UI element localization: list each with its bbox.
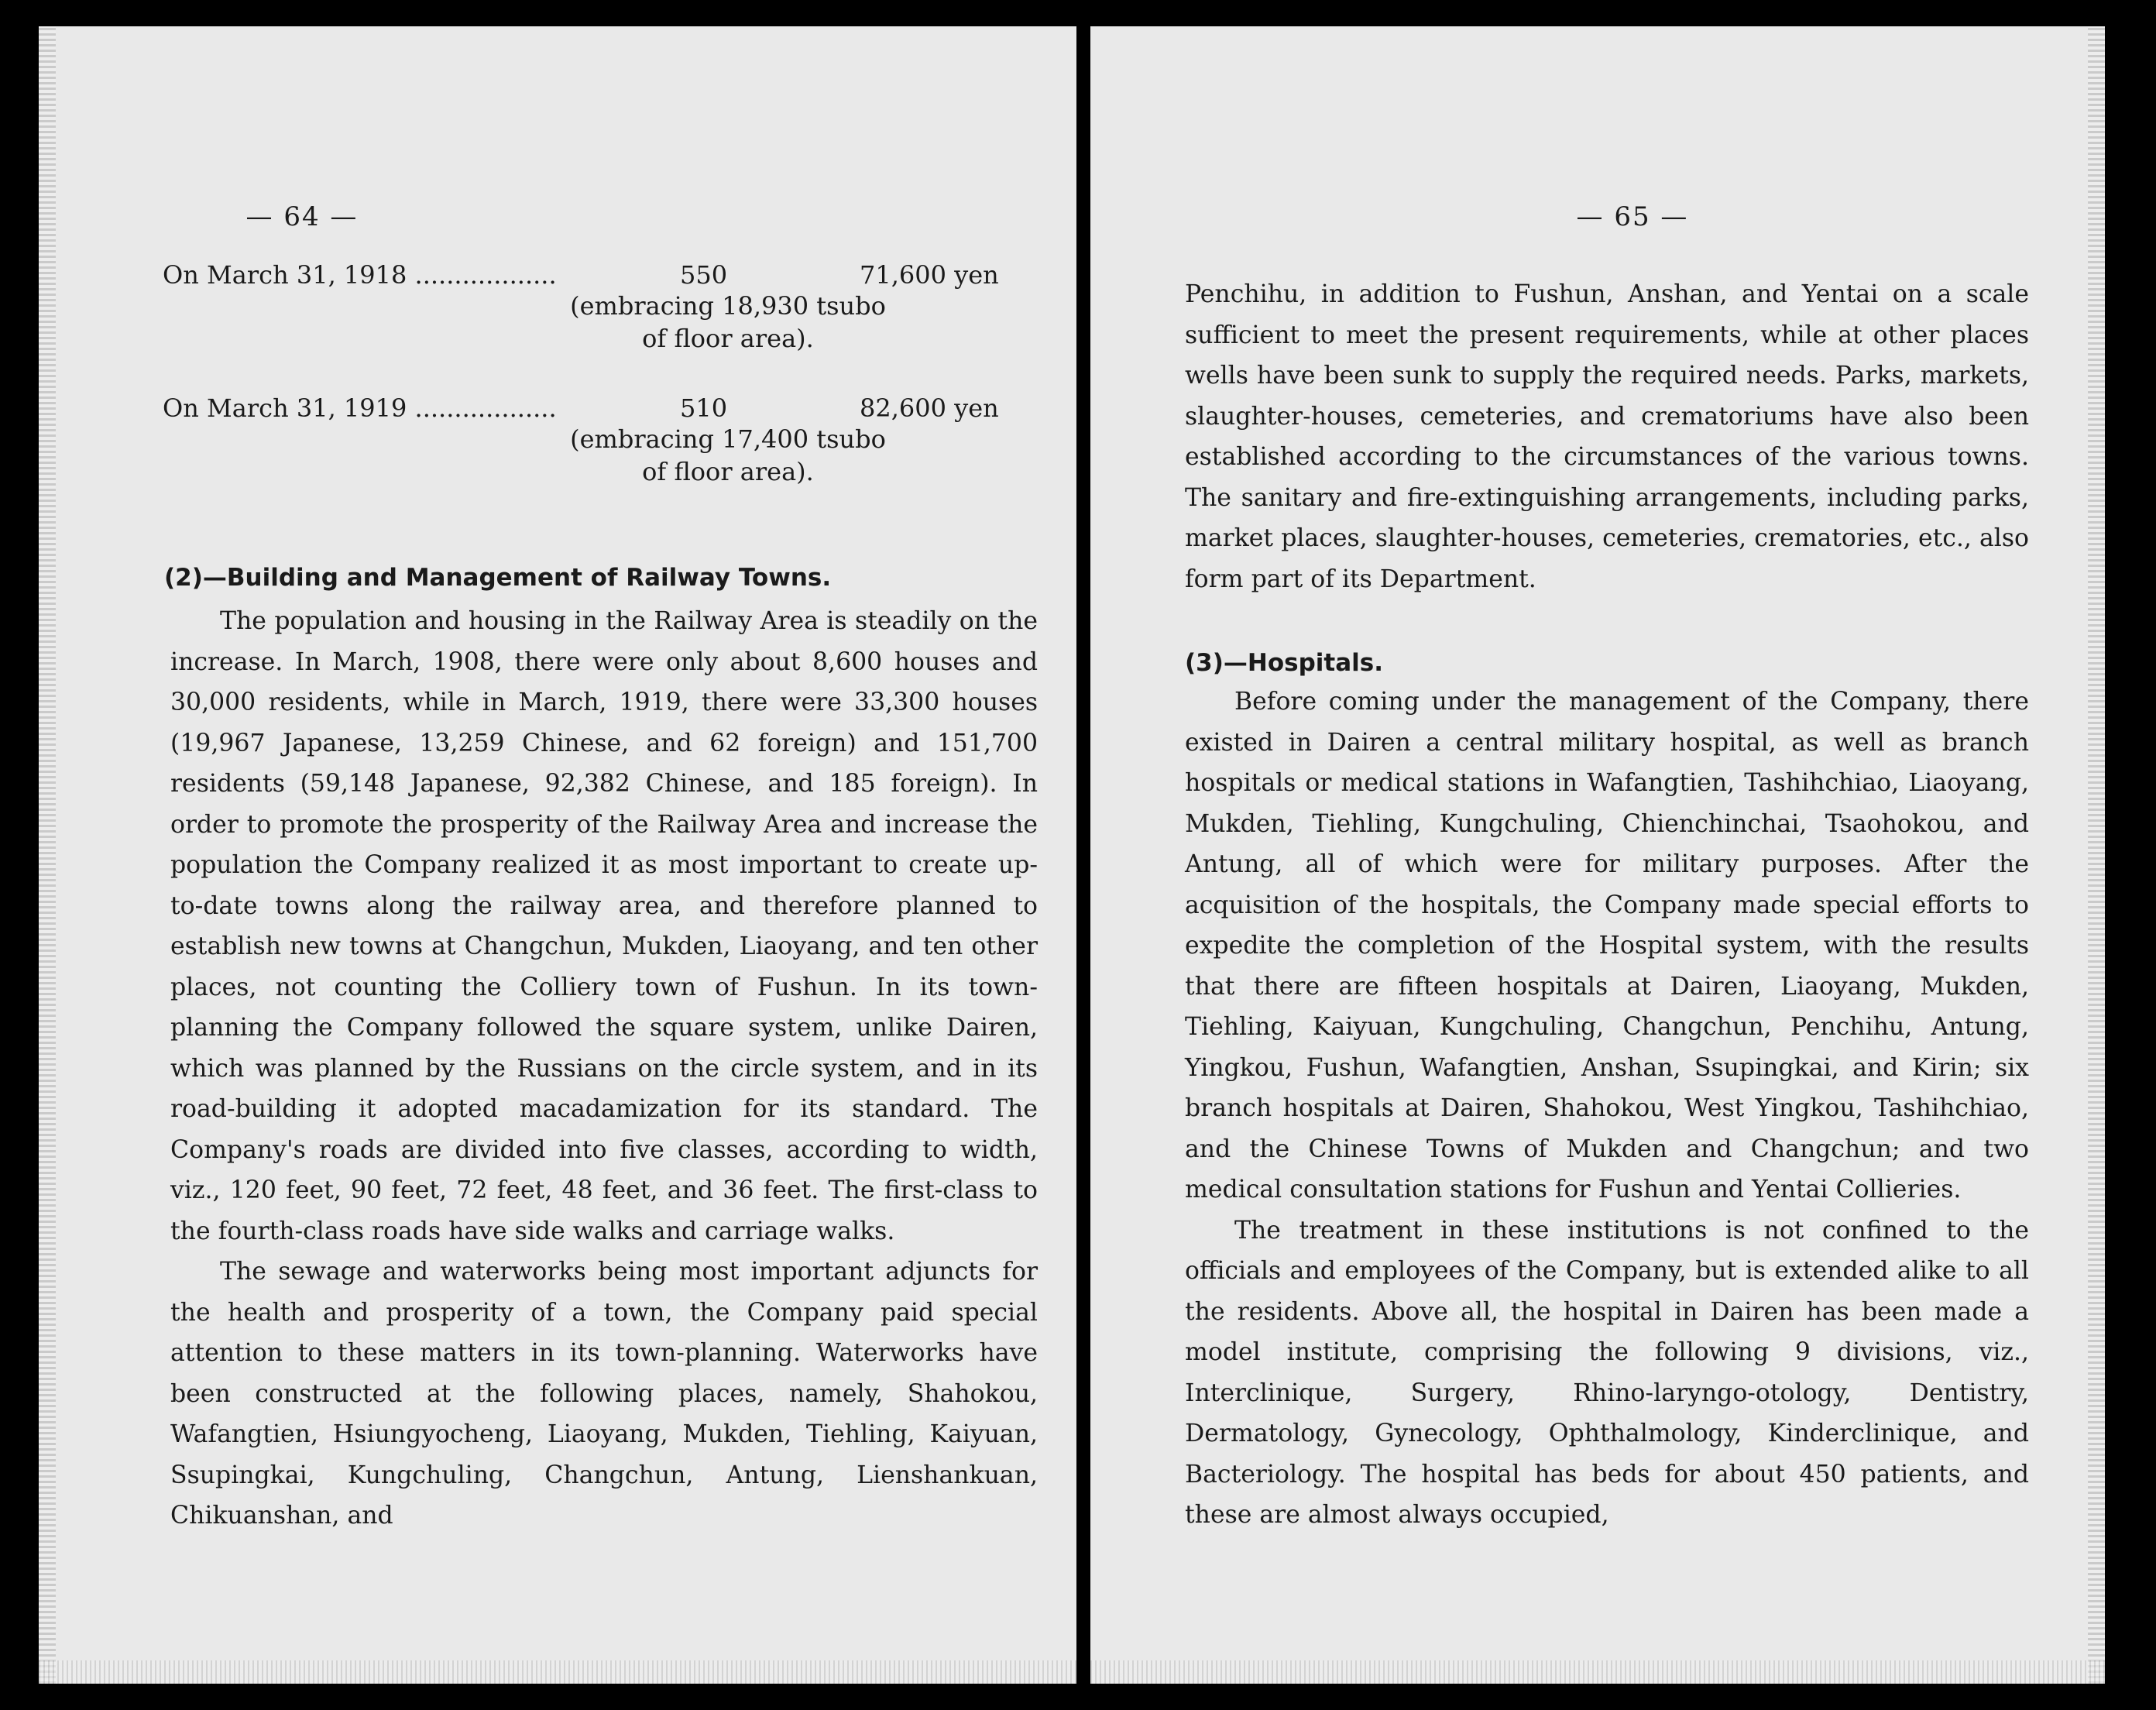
left-body-text bbox=[170, 601, 1038, 1537]
paragraph: The treatment in these institutions is not confined to the officials and employees of the Company, but is extended alike to all the residents. Above all, the hospital in Dairen has been made a model institute, comprising the following 9 divisions, viz., Interclinique, Surgery, Rhino-laryngo-otology, Dentistry, Dermatology, Gynecology, Ophthalmology, Kinderclinique, and Bacteriology. The hospital has beds for about 450 patients, and these are almost always occupied, bbox=[1185, 1216, 2029, 1529]
stat-date: On March 31, 1919 .................. bbox=[163, 393, 557, 423]
right-page bbox=[1090, 26, 2105, 1684]
stat-count: 550 bbox=[680, 260, 728, 290]
stat-amount: 71,600 yen bbox=[860, 260, 999, 290]
paragraph: The population and housing in the Railway Area is steadily on the increase. In March, 1908, there were only about 8,600 houses and 30,000 residents, while in March, 1919, there were 33,300 houses (19,967 Japanese, 13,259 Chinese, and 62 foreign) and 151,700 residents (59,148 Japanese, 92,382 Chinese, and 185 foreign). In order to promote the prosperity of the Railway Area and increase the population the Company realized it as most important to create up-to-date towns along the railway area, and therefore planned to establish new towns at Changchun, Mukden, Liaoyang, and ten other places, not counting the Colliery town of Fushun. In its town-planning the Company followed the square system, unlike Dairen, which was planned by the Russians on the circle system, and in its road-building it adopted macadamization for its standard. The Company's roads are divided into five classes, according to width, viz., 120 feet, 90 feet, 72 feet, 48 feet, and 36 feet. The first-class to the fourth-class roads have side walks and carriage walks. bbox=[170, 607, 1038, 1245]
right-body-text bbox=[1185, 682, 2029, 1536]
section-heading: (2)—Building and Management of Railway Towns. bbox=[164, 564, 832, 592]
left-page bbox=[39, 26, 1076, 1684]
stat-note: (embracing 18,930 tsubo of floor area). bbox=[570, 291, 886, 353]
paragraph: Before coming under the management of the Company, there existed in Dairen a central military hospital, as well as branch hospitals or medical stations in Wafangtien, Tashihchiao, Liaoyang, Mukden, Tiehling, Kungchuling, Chienchinchai, Tsaohokou, and Antung, all of which were for military purposes. After the acquisition of the hospitals, the Company made special efforts to expedite the completion of the Hospital system, with the results that there are fifteen hospitals at Dairen, Liaoyang, Mukden, Tiehling, Kaiyuan, Kungchuling, Changchun, Penchihu, Antung, Yingkou, Fushun, Wafangtien, Anshan, Ssupingkai, and Kirin; six branch hospitals at Dairen, Shahokou, West Yingkou, Tashihchiao, and the Chinese Towns of Mukden and Changchun; and two medical consultation stations for Fushun and Yentai Collieries. bbox=[1185, 688, 2029, 1204]
stat-note: (embracing 17,400 tsubo of floor area). bbox=[570, 424, 886, 486]
stat-row-1918 bbox=[163, 260, 1014, 353]
page-number: — 65 — bbox=[1576, 201, 1689, 232]
paragraph: The sewage and waterworks being most important adjuncts for the health and prosperity of a town, the Company paid special attention to these matters in its town-planning. Waterworks have been constructed at the following places, namely, Shahokou, Wafangtien, Hsiungyocheng, Liaoyang, Mukden, Tiehling, Kaiyuan, Ssupingkai, Kungchuling, Changchun, Antung, Lienshankuan, Chikuanshan, and bbox=[170, 1258, 1038, 1530]
stat-date: On March 31, 1918 .................. bbox=[163, 260, 557, 290]
page-number: — 64 — bbox=[245, 201, 359, 232]
paragraph: Penchihu, in addition to Fushun, Anshan, and Yentai on a scale sufficient to meet the present requirements, while at other places wells have been sunk to supply the required needs. Parks, markets, slaughter-houses, cemeteries, and crematoriums have also been established according to the circumstances of the various towns. The sanitary and fire-extinguishing arrangements, including parks, market places, slaughter-houses, cemeteries, crematories, etc., also form part of its Department. bbox=[1185, 280, 2029, 593]
stat-amount: 82,600 yen bbox=[860, 393, 999, 423]
stat-count: 510 bbox=[680, 393, 728, 423]
section-heading: (3)—Hospitals. bbox=[1185, 649, 1384, 677]
stat-row-1919 bbox=[163, 393, 1014, 486]
right-opening-text bbox=[1185, 274, 2029, 599]
